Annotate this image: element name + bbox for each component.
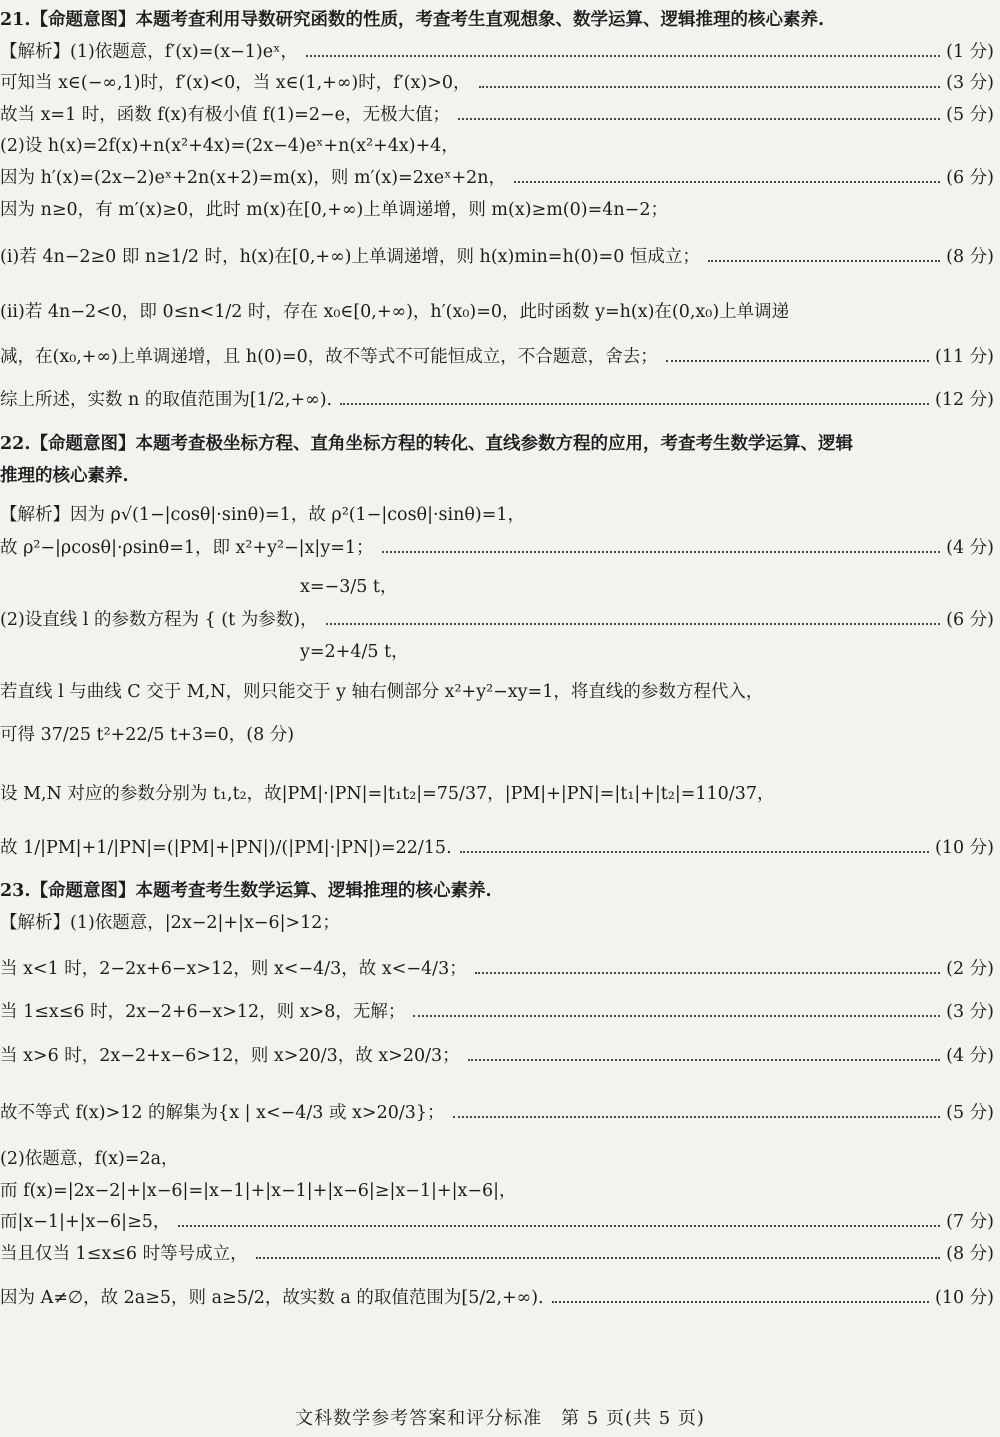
dot-leader — [552, 1301, 929, 1303]
q22-line — [0, 534, 1000, 559]
q21-title — [0, 6, 1000, 31]
line-text: x=−3/5 t， — [300, 577, 398, 597]
line-text: 【解析】(1)依题意，|2x−2|+|x−6|>12； — [0, 913, 340, 933]
q23-line — [0, 1145, 1000, 1170]
line-text: (2)设直线 l 的参数方程为 { (t 为参数)， — [0, 610, 318, 630]
q21-line — [0, 243, 1000, 268]
q21-line — [0, 38, 1000, 63]
line-text: (ii)若 4n−2<0，即 0≤n<1/2 时，存在 x₀∈[0,+∞)，h′(x₀)=0，此时函数 y=h(x)在(0,x₀)上单调递 — [0, 302, 790, 322]
score: (10 分) — [935, 1288, 994, 1308]
line-text: 当 x<1 时，2−2x+6−x>12，则 x<−4/3，故 x<−4/3； — [0, 959, 467, 979]
q21-line — [0, 164, 1000, 189]
line-text: 因为 h′(x)=(2x−2)eˣ+2n(x+2)=m(x)，则 m′(x)=2xeˣ+2n， — [0, 168, 507, 188]
line-text: (2)设 h(x)=2f(x)+n(x²+4x)=(2x−4)eˣ+n(x²+4x)+4， — [0, 136, 459, 156]
line-text: 故当 x=1 时，函数 f(x)有极小值 f(1)=2−e，无极大值； — [0, 105, 450, 125]
line-text: 而 f(x)=|2x−2|+|x−6|=|x−1|+|x−1|+|x−6|≥|x−1|+|x−6|， — [0, 1181, 517, 1201]
q22-line — [0, 638, 1000, 663]
score: (3 分) — [946, 73, 994, 93]
line-text: 推理的核心素养. — [0, 466, 129, 486]
score: (6 分) — [946, 168, 994, 188]
line-text: 减，在(x₀,+∞)上单调递增，且 h(0)=0，故不等式不可能恒成立，不合题意，舍去； — [0, 347, 658, 367]
score: (4 分) — [946, 1046, 994, 1066]
dot-leader — [666, 360, 929, 362]
q22-line — [0, 501, 1000, 526]
line-text: 故 1/|PM|+1/|PN|=(|PM|+|PN|)/(|PM|·|PN|)=22/15. — [0, 838, 452, 858]
line-text: (i)若 4n−2≥0 即 n≥1/2 时，h(x)在[0,+∞)上单调递增，则 h(x)min=h(0)=0 恒成立； — [0, 247, 700, 267]
q21-line — [0, 196, 1000, 221]
q21-line — [0, 69, 1000, 94]
line-text: 因为 n≥0，有 m′(x)≥0，此时 m(x)在[0,+∞)上单调递增，则 m(x)≥m(0)=4n−2； — [0, 200, 668, 220]
line-text: 当且仅当 1≤x≤6 时等号成立， — [0, 1244, 248, 1264]
q22-line — [0, 780, 1000, 805]
q21-line — [0, 132, 1000, 157]
score: (8 分) — [946, 247, 994, 267]
q23-line — [0, 909, 1000, 934]
score: (7 分) — [946, 1212, 994, 1232]
q23-line — [0, 1240, 1000, 1265]
line-text: 可得 37/25 t²+22/5 t+3=0，(8 分) — [0, 725, 295, 745]
score: (11 分) — [935, 347, 994, 367]
q21-line — [0, 101, 1000, 126]
score: (8 分) — [946, 1244, 994, 1264]
q23-line — [0, 998, 1000, 1023]
q23-title — [0, 877, 1000, 902]
line-text: 故 ρ²−|ρcosθ|·ρsinθ=1，即 x²+y²−|x|y=1； — [0, 538, 374, 558]
line-text: 设 M,N 对应的参数分别为 t₁,t₂，故|PM|·|PN|=|t₁t₂|=75/37，|PM|+|PN|=|t₁|+|t₂|=110/37， — [0, 784, 775, 804]
dot-leader — [382, 551, 941, 553]
score: (4 分) — [946, 538, 994, 558]
q23-line — [0, 1208, 1000, 1233]
q23-line — [0, 1042, 1000, 1067]
line-text: 因为 A≠∅，故 2a≥5，则 a≥5/2，故实数 a 的取值范围为[5/2,+∞). — [0, 1288, 544, 1308]
q21-line — [0, 343, 1000, 368]
dot-leader — [475, 972, 940, 974]
q23-line — [0, 1284, 1000, 1309]
line-text: 23.【命题意图】本题考查考生数学运算、逻辑推理的核心素养. — [0, 881, 492, 901]
score: (10 分) — [935, 838, 994, 858]
q23-line — [0, 1177, 1000, 1202]
score: (3 分) — [946, 1002, 994, 1022]
line-text: 22.【命题意图】本题考查极坐标方程、直角坐标方程的转化、直线参数方程的应用，考查考生数学运算、逻辑 — [0, 434, 853, 454]
dot-leader — [458, 118, 940, 120]
dot-leader — [460, 851, 929, 853]
line-text: (2)依题意，f(x)=2a， — [0, 1149, 179, 1169]
dot-leader — [256, 1257, 941, 1259]
line-text: 【解析】(1)依题意，f′(x)=(x−1)eˣ， — [0, 42, 299, 62]
score: (1 分) — [946, 42, 994, 62]
line-text: 综上所述，实数 n 的取值范围为[1/2,+∞). — [0, 390, 333, 410]
score: (5 分) — [946, 1103, 994, 1123]
score: (12 分) — [935, 390, 994, 410]
line-text: 故不等式 f(x)>12 的解集为{x | x<−4/3 或 x>20/3}； — [0, 1103, 445, 1123]
q23-line — [0, 1099, 1000, 1124]
q22-line — [0, 678, 1000, 703]
line-text: 可知当 x∈(−∞,1)时，f′(x)<0，当 x∈(1,+∞)时，f′(x)>0， — [0, 73, 471, 93]
page-footer: 文科数学参考答案和评分标准 第 5 页(共 5 页) — [295, 1408, 705, 1429]
line-text: 若直线 l 与曲线 C 交于 M,N，则只能交于 y 轴右侧部分 x²+y²−xy=1，将直线的参数方程代入， — [0, 682, 764, 702]
dot-leader — [340, 403, 929, 405]
q22-line — [0, 606, 1000, 631]
dot-leader — [479, 86, 941, 88]
score: (5 分) — [946, 105, 994, 125]
dot-leader — [514, 181, 940, 183]
score: (2 分) — [946, 959, 994, 979]
line-text: 而|x−1|+|x−6|≥5， — [0, 1212, 171, 1232]
dot-leader — [708, 260, 940, 262]
dot-leader — [453, 1116, 941, 1118]
dot-leader — [178, 1225, 940, 1227]
dot-leader — [468, 1059, 941, 1061]
q23-line — [0, 955, 1000, 980]
q22-title — [0, 430, 1000, 455]
q22-line — [0, 834, 1000, 859]
q22-line — [0, 721, 1000, 746]
line-text: 【解析】因为 ρ√(1−|cosθ|·sinθ)=1，故 ρ²(1−|cosθ|·sinθ)=1， — [0, 505, 526, 525]
line-text: 当 x>6 时，2x−2+x−6>12，则 x>20/3，故 x>20/3； — [0, 1046, 460, 1066]
line-text: 当 1≤x≤6 时，2x−2+6−x>12，则 x>8，无解； — [0, 1002, 406, 1022]
dot-leader — [413, 1015, 940, 1017]
q22-title — [0, 462, 1000, 487]
score: (6 分) — [946, 610, 994, 630]
q22-line — [0, 573, 1000, 598]
q21-line — [0, 298, 1000, 323]
dot-leader — [326, 623, 941, 625]
line-text: y=2+4/5 t， — [300, 642, 409, 662]
q21-line — [0, 386, 1000, 411]
dot-leader — [306, 55, 940, 57]
line-text: 21.【命题意图】本题考查利用导数研究函数的性质，考查考生直观想象、数学运算、逻辑推理的核心素养. — [0, 10, 825, 30]
